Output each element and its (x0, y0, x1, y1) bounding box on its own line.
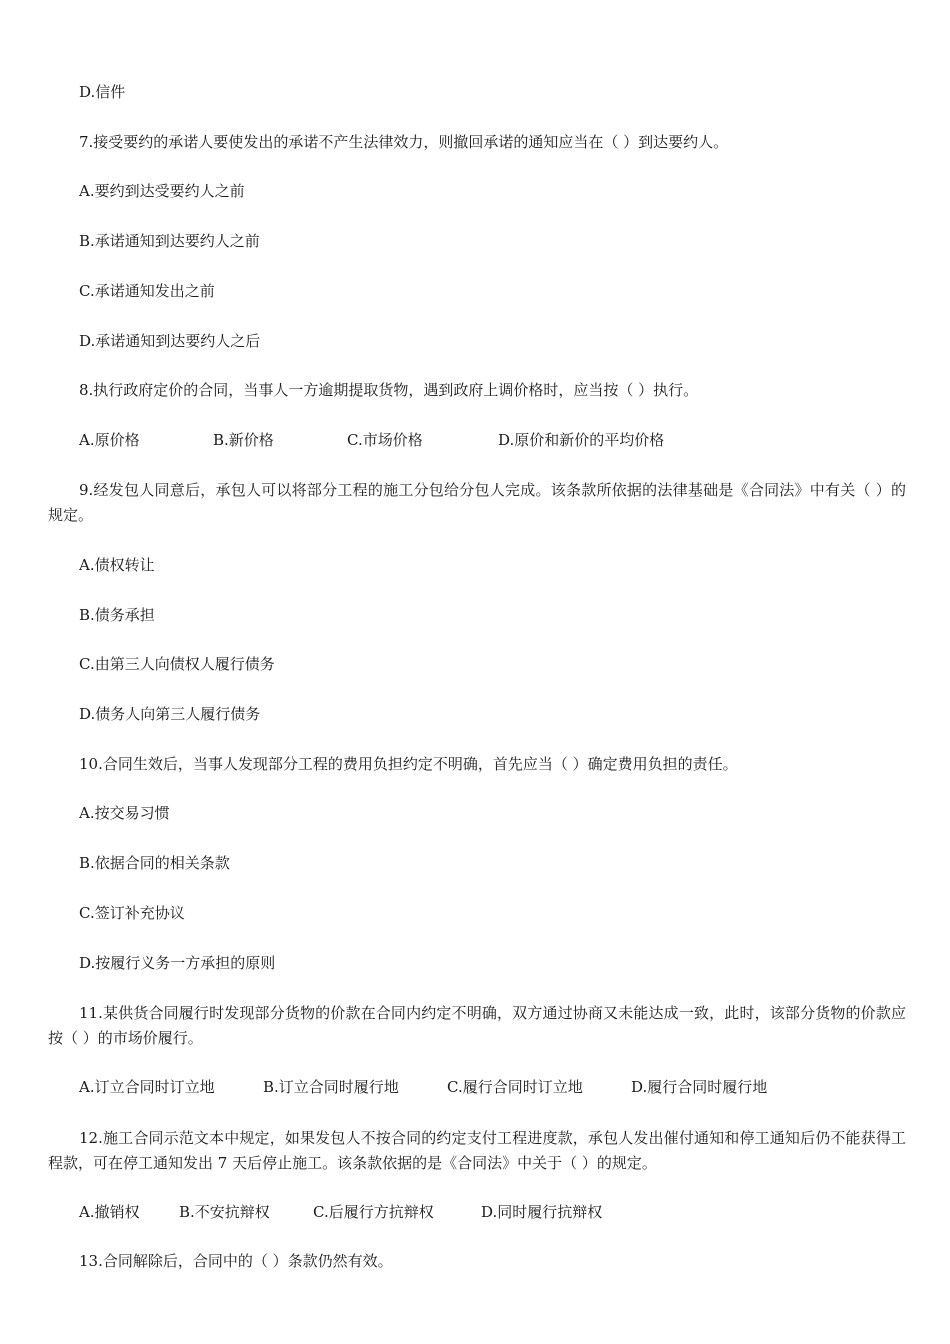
q9-option-b: B.债务承担 (79, 606, 155, 624)
q12-option-a: A.撤销权 (79, 1203, 140, 1221)
q10-option-c: C.签订补充协议 (79, 904, 185, 922)
q9-option-a: A.债权转让 (79, 556, 155, 574)
question-9: 9.经发包人同意后，承包人可以将部分工程的施工分包给分包人完成。该条款所依据的法律基础是《合同法》中有关（ ）的规定。 (48, 481, 906, 524)
question-8: 8.执行政府定价的合同，当事人一方逾期提取货物，遇到政府上调价格时，应当按（ ）执行。 (79, 381, 699, 399)
question-13: 13.合同解除后，合同中的（ ）条款仍然有效。 (79, 1252, 393, 1270)
q8-option-d: D.原价和新价的平均价格 (498, 431, 665, 449)
question-7: 7.接受要约的承诺人要使发出的承诺不产生法律效力，则撤回承诺的通知应当在（ ）到达要约人。 (79, 133, 729, 151)
question-11: 11.某供货合同履行时发现部分货物的价款在合同内约定不明确，双方通过协商又未能达成一致，此时，该部分货物的价款应按（ ）的市场价履行。 (48, 1004, 906, 1047)
q7-option-d: D.承诺通知到达要约人之后 (79, 332, 261, 350)
q12-option-c: C.后履行方抗辩权 (313, 1203, 434, 1221)
q12-option-d: D.同时履行抗辩权 (481, 1203, 603, 1221)
q12-option-b: B.不安抗辩权 (179, 1203, 270, 1221)
q8-option-c: C.市场价格 (347, 431, 423, 449)
q8-option-a: A.原价格 (79, 431, 140, 449)
question-10: 10.合同生效后，当事人发现部分工程的费用负担约定不明确，首先应当（ ）确定费用负担的责任。 (79, 755, 738, 773)
q6-option-d: D.信件 (79, 83, 126, 101)
q10-option-b: B.依据合同的相关条款 (79, 854, 230, 872)
q7-option-a: A.要约到达受要约人之前 (79, 182, 245, 200)
q7-option-b: B.承诺通知到达要约人之前 (79, 232, 260, 250)
question-12: 12.施工合同示范文本中规定，如果发包人不按合同的约定支付工程进度款，承包人发出催付通知和停工通知后仍不能获得工程款，可在停工通知发出 7 天后停止施工。该条款依据的是《合同法》中关于（ ）的规定。 (48, 1129, 906, 1172)
q8-option-b: B.新价格 (213, 431, 274, 449)
q9-option-d: D.债务人向第三人履行债务 (79, 705, 261, 723)
q11-option-b: B.订立合同时履行地 (263, 1078, 399, 1096)
q9-option-c: C.由第三人向债权人履行债务 (79, 655, 275, 673)
q11-option-c: C.履行合同时订立地 (447, 1078, 583, 1096)
q11-option-d: D.履行合同时履行地 (631, 1078, 768, 1096)
q11-option-a: A.订立合同时订立地 (79, 1078, 215, 1096)
q7-option-c: C.承诺通知发出之前 (79, 282, 215, 300)
q10-option-d: D.按履行义务一方承担的原则 (79, 954, 276, 972)
q10-option-a: A.按交易习惯 (79, 804, 170, 822)
